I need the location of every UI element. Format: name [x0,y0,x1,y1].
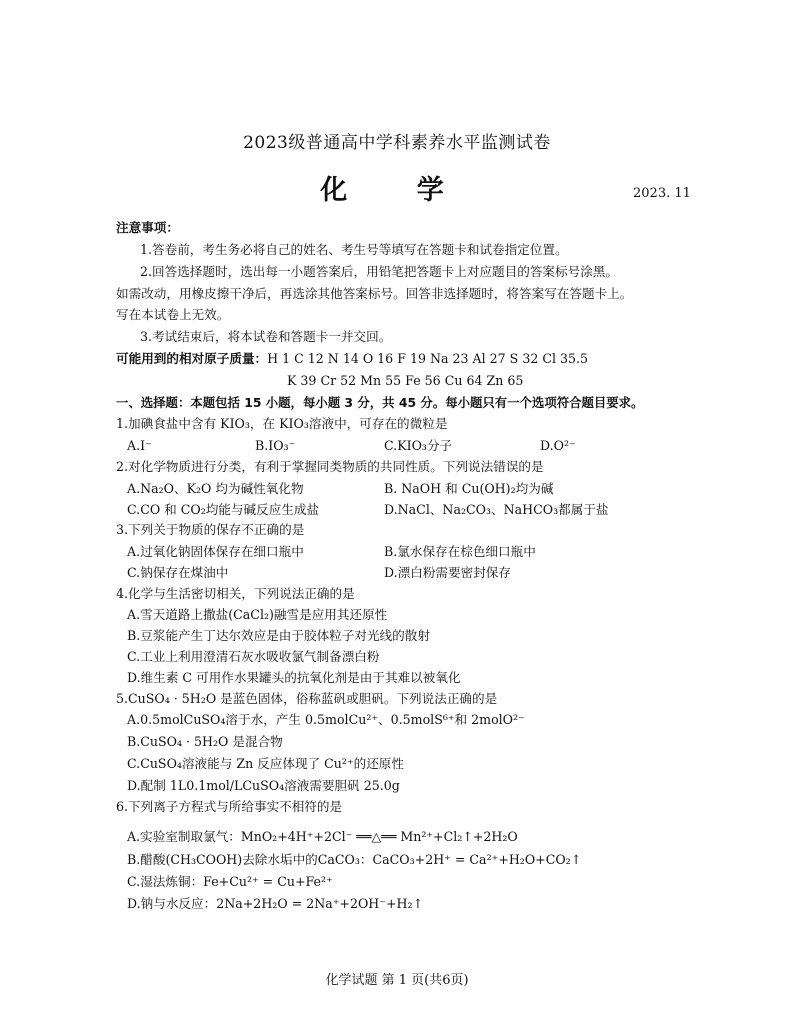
option-b: B.醋酸(CH₃COOH)去除水垢中的CaCO₃：CaCO₃+2H⁺ = Ca²⁺+H₂O+CO₂↑ [127,852,582,867]
option-d: D.维生素 C 可用作水果罐头的抗氧化剂是由于其难以被氧化 [127,670,461,685]
question-stem: 4.化学与生活密切相关，下列说法正确的是 [116,586,355,601]
option-d: D.钠与水反应：2Na+2H₂O = 2Na⁺+2OH⁻+H₂↑ [127,896,424,911]
option-b: B.IO₃⁻ [255,438,296,453]
atomic-mass-values-1: H 1 C 12 N 14 O 16 F 19 Na 23 Al 27 S 32 Cl 35.5 [267,351,589,366]
question-stem: 5.CuSO₄ · 5H₂O 是蓝色固体，俗称蓝矾或胆矾。下列说法正确的是 [116,691,498,706]
notice-item-2: 2.回答选择题时，选出每一小题答案后，用铅笔把答题卡上对应题目的答案标号涂黑。 [140,264,618,279]
option-b: B.豆浆能产生丁达尔效应是由于胶体粒子对光线的散射 [127,628,430,643]
option-a: A.过氧化钠固体保存在细口瓶中 [127,544,304,559]
option-a: A.0.5molCuSO₄溶于水，产生 0.5molCu²⁺、0.5molS⁶⁺和 2molO²⁻ [127,712,525,727]
question-stem: 1.加碘食盐中含有 KIO₃，在 KIO₃溶液中，可存在的微粒是 [116,416,448,431]
atomic-mass-label: 可能用到的相对原子质量： [116,351,268,366]
option-d: D.O²⁻ [540,438,576,453]
option-d: D.配制 1L0.1mol/LCuSO₄溶液需要胆矾 25.0g [127,778,400,793]
option-c: C.湿法炼铜：Fe+Cu²⁺ = Cu+Fe²⁺ [127,874,333,889]
option-b: B.CuSO₄ · 5H₂O 是混合物 [127,734,283,749]
question-stem: 3.下列关于物质的保存不正确的是 [116,522,305,537]
option-b: B.氯水保存在棕色细口瓶中 [384,544,536,559]
option-c: C.工业上利用澄清石灰水吸收氯气制备漂白粉 [127,649,380,664]
page-title: 2023级普通高中学科素养水平监测试卷 [243,133,551,153]
option-a: A.Na₂O、K₂O 均为碱性氧化物 [127,481,304,496]
option-c: C.钠保存在煤油中 [127,565,229,580]
option-a: A.雪天道路上撒盐(CaCl₂)融雪是应用其还原性 [127,607,388,622]
option-a: A.I⁻ [127,438,152,453]
page-footer: 化学试题 第 1 页(共6页) [325,973,469,988]
section-heading: 一、选择题：本题包括 15 小题，每小题 3 分，共 45 分。每小题只有一个选项符合题目要求。 [116,395,644,410]
exam-date: 2023. 11 [633,186,691,201]
atomic-mass-line-1 [116,349,588,369]
option-c: C.KIO₃分子 [384,438,453,453]
option-b: B. NaOH 和 Cu(OH)₂均为碱 [384,481,554,496]
option-a: A.实验室制取氯气：MnO₂+4H⁺+2Cl⁻ ══△══ Mn²⁺+Cl₂↑+2H₂O [127,829,518,844]
atomic-mass-values-2: K 39 Cr 52 Mn 55 Fe 56 Cu 64 Zn 65 [287,373,524,388]
option-c: C.CO 和 CO₂均能与碱反应生成盐 [127,502,320,517]
notice-item-1: 1.答卷前，考生务必将自己的姓名、考生号等填写在答题卡和试卷指定位置。 [140,242,568,257]
option-c: C.CuSO₄溶液能与 Zn 反应体现了 Cu²⁺的还原性 [127,756,404,771]
question-stem: 2.对化学物质进行分类，有利于掌握同类物质的共同性质。下列说法错误的是 [116,459,544,474]
notice-item-2-end: 写在本试卷上无效。 [116,307,230,322]
option-d: D.NaCl、Na₂CO₃、NaHCO₃都属于盐 [384,502,609,517]
subject-title: 化 学 [320,175,474,206]
notice-item-2-cont: 如需改动，用橡皮擦干净后，再选涂其他答案标号。回答非选择题时，将答案写在答题卡上。 [116,286,633,301]
notice-item-3: 3.考试结束后，将本试卷和答题卡一并交回。 [140,329,392,344]
question-stem: 6.下列离子方程式与所给事实不相符的是 [116,799,343,814]
notice-heading: 注意事项： [116,220,179,235]
option-d: D.漂白粉需要密封保存 [384,565,511,580]
